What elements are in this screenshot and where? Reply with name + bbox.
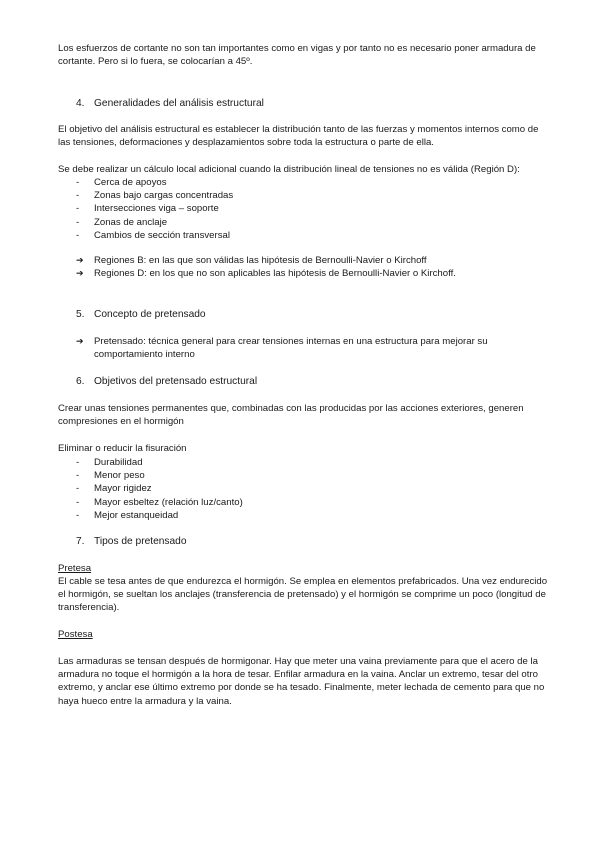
arrow-icon: ➔ (76, 336, 84, 346)
list-item: - Mayor rigidez (76, 483, 152, 495)
list-item: - Cambios de sección transversal (76, 229, 230, 241)
paragraph-text: Se debe realizar un cálculo local adicional cuando la distribución lineal de tensiones no es válida (Región D): (58, 164, 520, 175)
list-item: - Cerca de apoyos (76, 177, 167, 188)
dash-bullet: - (76, 470, 80, 482)
section-number: 5. (76, 309, 85, 320)
arrow-item: ➔ Regiones B: en las que son válidas las hipótesis de Bernoulli-Navier o Kirchoff (76, 255, 427, 266)
pretensado-arrow-list (76, 335, 546, 361)
dash-bullet: - (76, 203, 80, 215)
postesa-paragraph (58, 655, 548, 708)
section-4-paragraph-2 (58, 163, 548, 176)
section-title: Concepto de pretensado (94, 309, 206, 320)
dash-bullet: - (76, 177, 80, 188)
section-6-heading (76, 375, 257, 388)
dash-bullet: - (76, 216, 80, 228)
arrow-item: ➔ Regiones D: en los que no son aplicables las hipótesis de Bernoulli-Navier o Kirchoff. (76, 268, 456, 280)
section-7-heading (76, 535, 187, 548)
dash-bullet: - (76, 190, 80, 202)
paragraph-text: El objetivo del análisis estructural es establecer la distribución tanto de las fuerzas y momentos internos como de las tensiones, deformaciones y desplazamientos sobre toda la estructura o parte de ella. (58, 124, 539, 149)
section-title: Tipos de pretensado (94, 536, 187, 547)
dash-bullet: - (76, 229, 80, 241)
dash-bullet: - (76, 457, 80, 468)
list-item: - Intersecciones viga – soporte (76, 203, 219, 215)
section-number: 4. (76, 98, 85, 109)
arrow-item: ➔ Pretensado: técnica general para crear tensiones internas en una estructura para mejorar su comportamiento interno (76, 336, 488, 361)
postesa-subheading: Postesa (58, 629, 93, 640)
paragraph-text: Eliminar o reducir la fisuración (58, 443, 187, 454)
section-4-heading (76, 97, 264, 110)
list-item: - Zonas bajo cargas concentradas (76, 190, 234, 202)
intro-text: Los esfuerzos de cortante no son tan importantes como en vigas y por tanto no es necesario poner armadura de cortante. Pero si lo fuera, se colocarían a 45º. (58, 43, 536, 68)
objectives-list (76, 456, 243, 522)
section-title: Generalidades del análisis estructural (94, 98, 264, 109)
list-item: - Durabilidad (76, 457, 143, 468)
section-title: Objetivos del pretensado estructural (94, 376, 258, 387)
list-item: - Menor peso (76, 470, 145, 482)
dash-bullet: - (76, 496, 80, 508)
dash-bullet: - (76, 509, 80, 521)
section-5-heading (76, 308, 206, 321)
section-6-paragraph-2 (58, 442, 548, 455)
intro-paragraph (58, 42, 548, 68)
section-4-paragraph-1 (58, 123, 548, 149)
section-6-paragraph-1 (58, 402, 548, 428)
pretesa-paragraph (58, 575, 548, 615)
list-item: - Zonas de anclaje (76, 216, 168, 228)
section-number: 7. (76, 536, 85, 547)
dash-bullet: - (76, 483, 80, 495)
arrow-icon: ➔ (76, 255, 84, 265)
section-number: 6. (76, 376, 85, 387)
paragraph-text: El cable se tesa antes de que endurezca el hormigón. Se emplea en elementos prefabricados. Una vez endurecido el hormigón, se sueltan los anclajes (transferencia de pretensado) y el hormigón se comprime un poco (longitud de transferencia). (58, 576, 548, 614)
list-item: - Mayor esbeltez (relación luz/canto) (76, 496, 243, 508)
paragraph-text: Las armaduras se tensan después de hormigonar. Hay que meter una vaina previamente para que el acero de la armadura no toque el hormigón a la hora de tesar. Enfilar armadura en la vaina. Anclar un extremo, tesar del otro extremo, y anclar ese último extremo por donde se ha tesado. Finalmente, meter lechada de cemento para que no haya hueco entre la armadura y la vaina. (58, 656, 545, 707)
list-item: - Mejor estanqueidad (76, 509, 179, 521)
region-d-list (76, 176, 233, 242)
arrow-icon: ➔ (76, 268, 84, 279)
pretesa-subheading: Pretesa (58, 563, 92, 574)
regions-arrow-list (76, 254, 546, 280)
paragraph-text: Crear unas tensiones permanentes que, combinadas con las producidas por las acciones exteriores, generen compresiones en el hormigón (58, 403, 524, 428)
